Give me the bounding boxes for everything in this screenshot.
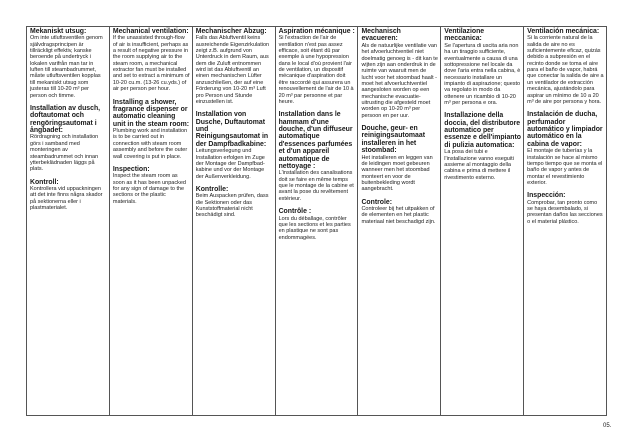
section-text: Leitungsverlegung und Installation erfolgen im Zuge der Montage der Dampfbad-kabine und vor der Montage der Außenverkleidung. [195,148,265,180]
section-title: Ventilazione meccanica: [444,28,485,43]
section-text: Controleer bij het uitpakken of de elementen en het plastic materiaal niet beschadigd zijn. [361,206,436,225]
section-title: Mechanischer Abzug: [195,28,267,35]
section-title: Contrôle : [278,208,312,216]
section-title: Douche, geur- en reinigingsautomaat installeren in het stoombad: [361,124,425,155]
section-text: L'installation des canalisations doit se faire en même temps que le montage de la cabine et avant la pose du revêtement extérieur. [278,170,354,202]
section-title: Installation dans le hammam d'une douche, d'un diffuseur automatique d'essences parfumées et d'un appareil automatique de nettoyage : [278,111,353,171]
section-text: Inspect the steam room as soon as it has been unpacked for any sign of damage to the sections or the plastic materials. [112,173,186,205]
section-text: Comprobar, tan pronto como se haya desembalado, si presentan daños las secciones o el material plástico. [527,199,603,225]
section-title: Mechanical ventilation: [112,28,189,35]
section-title: Aspiration mécanique : [278,28,355,35]
section-text: Beim Auspacken prüfen, dass die Sektionen oder das Kunststoffmaterial nicht beschädigt sind. [195,193,269,219]
section-text: Het installeren en leggen van de leidingen moet gebeuren wanneer men het stoombad monteert en voor de buitenbekleding wordt aangebracht. [361,154,433,193]
section-title: Kontroll: [30,178,59,186]
section-title: Instalación de ducha, perfumador automático y limpiador automático en la cabina de vapor: [527,111,603,148]
section-text: Kontrollera vid uppackningen att det inte finns några skador på sektionerna eller i plastmaterialet. [30,185,103,211]
section-text: Se l'apertura di uscita aria non ha un tiraggio sufficiente, eventualmente a causa di una sottopressione nel locale da dove l'aria entra nella cabina, è necessario installare un impianto di aspirazione; questo va regolato in modo da ottenere un ricambio di 10-20 m³ per persona e ora. [444,42,521,106]
column-swedish [26,27,109,415]
section-title: Installation von Dusche, Duftautomat und Reinigungsautomat in der Dampfbadkabine: [195,111,269,148]
page-number: 05. [603,423,612,429]
section-title: Inspection: [112,165,150,173]
column-spanish [523,27,607,415]
section-text: Lors du déballage, contrôler que les sections et les parties en plastique ne sont pas endommagées. [278,215,351,241]
section-title: Kontrolle: [195,185,229,193]
section-text: Si la corriente natural de la salida de aire no es suficientemente eficaz, quizás debido a subpresión en el recinto donde se toma el aire para el baño de vapor, habrá que conectar la salida de aire a un ventilador de extracción mecánica, ajustándolo para aspirar un mínimo de 10 a 20 m³ de aire por persona y hora. [527,35,604,105]
column-italian [440,27,523,415]
section-title: Inspección: [527,192,566,200]
section-title: Mekaniskt utsug: [30,28,87,35]
manual-page [26,26,607,416]
section-text: La posa dei tubi e l'installazione vanno eseguiti assieme al montaggio della cabina e prima di mettere il rivestimento esterno. [444,149,514,181]
section-title: Installazione della doccia, del distributore automatico per essenze e dell'impianto di pulizia automatica: [444,112,521,149]
section-text: El montaje de tuberías y la instalación se hace al mismo tiempo tiempo que se monta el baño de vapor y antes de montar el revestimiento exterior. [527,148,603,186]
section-text: Als de natuurlijke ventilatie van het afvoerluchtventiel niet doelmatig genoeg is - dit kan te wijten zijn aan onderdruk in de ruimte van waaruit men de lucht voor het stoombad haalt - moet het afvoerluchtventiel aangesloten worden op een mechanische evacuatie-uitrusting die afgesteld moet worden op 10-20 m³ per persoon en per uur. [361,42,438,119]
section-text: Si l'extraction de l'air de ventilation n'est pas assez efficace, soit étant dû par exemple à une hypopression dans le local d'où provient l'air de ventilation, un dispositif mécanique d'aspiration doit être raccordé qui assurera un renouvellement de l'air de 10 à 20 m³ par personne et par heure. [278,35,354,105]
section-title: Mechanisch evacueren: [361,28,401,43]
section-text: Plumbing work and installation is to be carried out in connection with steam room assembly and before the outer wall covering is put in place. [112,128,188,160]
column-french [275,27,358,415]
section-text: Falls das Abluftventil keins ausreichende Eigenzirkulation zeigt z.B. aufgrund von Unterdruck in dem Raum, aus dem die Zuluft entnommen wird ist das Abluftventil an einen mechanischen Lüfter anzuschließen, der auf eine Förderung von 10-20 m³ Luft pro Person und Stunde einzustellen ist. [195,35,270,105]
column-english [109,27,192,415]
section-text: Om inte utluftsventilen genom självdragsprincipen är tillräckligt effektiv, kanske beroende på undertryck i lokalen varifrån man tar in luften till steambadrummet, måste utluftsventilen kopplas till mekaniskt utsug som justeras till 10-20 m³ per person och timme. [30,35,103,99]
section-title: Controle: [361,198,393,206]
column-german [192,27,275,415]
section-title: Ventilación mecánica: [527,28,600,35]
section-text: If the unassisted through-flow of air is insufficient, perhaps as a result of negative pressure in the room supplying air to the steam room, a mechanical extractor fan must be installed and set to extract a minimum of 10-20 cu.m. (13-26 cu.yds.) of air per person per hour. [112,35,190,93]
section-title: Installation av dusch, doftautomat och rengöringsautomat i ångbadet: [30,104,101,135]
column-dutch [357,27,440,415]
section-title: Installing a shower, fragrance dispenser or automatic cleaning unit in the steam room: [112,98,190,128]
section-text: Rördragning och installation görs i samband med monteringen av steambadrummet och innan ytterbeklädnaden läggs på plats. [30,134,99,173]
